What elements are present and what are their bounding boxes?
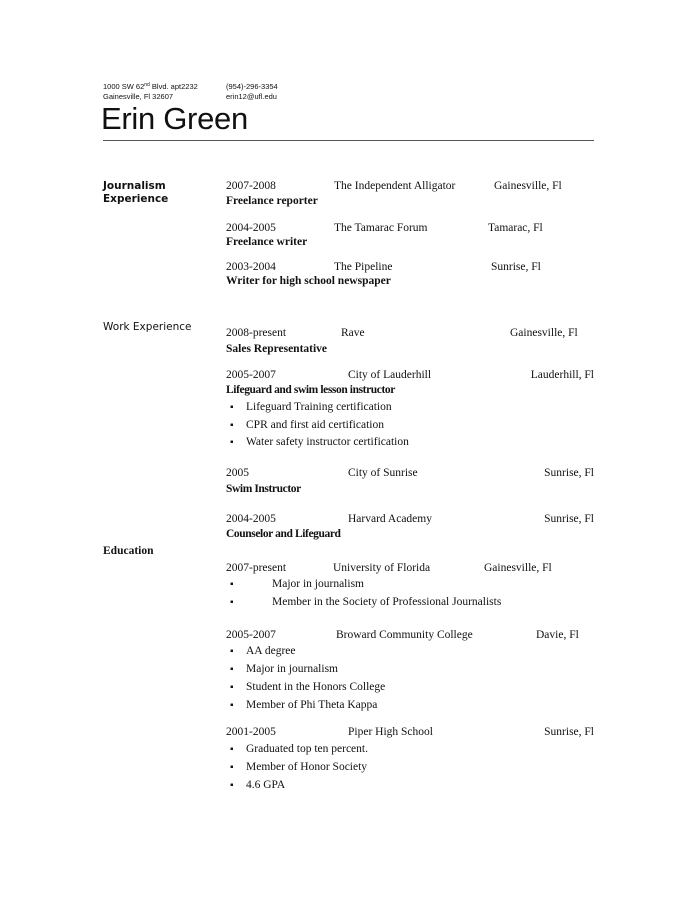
entry-org: Rave — [341, 327, 365, 339]
entry-location: Sunrise, Fl — [491, 261, 541, 273]
entry-dates: 2005 — [226, 467, 249, 479]
section-heading-work: Work Experience — [103, 321, 192, 333]
entry-location: Sunrise, Fl — [544, 726, 594, 738]
entry-org: City of Sunrise — [348, 467, 418, 479]
bullet-item: ▪ Member of Phi Theta Kappa — [246, 699, 377, 712]
entry-title: Freelance writer — [226, 236, 308, 248]
entry-org: Piper High School — [348, 726, 433, 738]
entry-dates: 2004-2005 — [226, 222, 276, 234]
entry-org: City of Lauderhill — [348, 369, 432, 381]
entry-location: Sunrise, Fl — [544, 467, 594, 479]
entry-dates: 2005-2007 — [226, 369, 276, 381]
entry-title: Lifeguard and swim lesson instructor — [226, 384, 395, 396]
bullet-item: ▪ 4.6 GPA — [246, 779, 285, 792]
bullet-item: ▪ Student in the Honors College — [246, 681, 385, 694]
bullet-item: ▪ Water safety instructor certification — [246, 436, 409, 449]
address-line-2: Gainesville, Fl 32607 — [103, 92, 174, 101]
address-unit: Blvd. apt2232 — [149, 82, 198, 91]
address-street: 1000 SW 62 — [103, 82, 145, 91]
entry-org: The Tamarac Forum — [334, 222, 428, 234]
phone: (954)-296-3354 — [226, 82, 278, 91]
bullet-item: ▪ CPR and first aid certification — [246, 419, 384, 432]
entry-org: Broward Community College — [336, 629, 473, 641]
heading-line: Experience — [103, 193, 169, 205]
address-line-1 — [103, 82, 198, 91]
entry-location: Lauderhill, Fl — [530, 369, 594, 381]
entry-title: Swim Instructor — [226, 483, 301, 495]
entry-dates: 2007-2008 — [226, 180, 276, 192]
entry-dates: 2007-present — [226, 562, 287, 574]
entry-dates: 2004-2005 — [226, 513, 276, 525]
section-heading-education: Education — [103, 545, 154, 557]
header-divider — [103, 140, 594, 141]
entry-org: University of Florida — [333, 562, 431, 574]
entry-org: The Pipeline — [334, 261, 393, 273]
entry-dates: 2003-2004 — [226, 261, 276, 273]
entry-org: Harvard Academy — [348, 513, 432, 525]
entry-dates: 2005-2007 — [226, 629, 276, 641]
entry-location: Tamarac, Fl — [488, 222, 543, 234]
address-ordinal: nd — [144, 82, 150, 88]
heading-line: Journalism — [103, 180, 166, 192]
entry-title: Writer for high school newspaper — [226, 275, 391, 287]
entry-title: Freelance reporter — [226, 195, 318, 207]
entry-dates: 2008-present — [226, 327, 287, 339]
bullet-item: ▪ Lifeguard Training certification — [246, 401, 392, 414]
email[interactable]: erin12@ufl.edu — [226, 92, 277, 101]
entry-location: Davie, Fl — [536, 629, 579, 641]
bullet-item: ▪ Major in journalism — [272, 578, 364, 591]
section-heading-journalism — [103, 180, 168, 206]
entry-location: Sunrise, Fl — [544, 513, 594, 525]
entry-location: Gainesville, Fl — [494, 180, 562, 192]
bullet-item: ▪ AA degree — [246, 645, 296, 658]
entry-org: The Independent Alligator — [334, 180, 456, 192]
bullet-item: ▪ Member in the Society of Professional Journalists — [272, 596, 501, 609]
bullet-item: ▪ Major in journalism — [246, 663, 338, 676]
entry-location: Gainesville, Fl — [484, 562, 552, 574]
entry-title: Sales Representative — [226, 343, 328, 355]
bullet-item: ▪ Member of Honor Society — [246, 761, 367, 774]
entry-dates: 2001-2005 — [226, 726, 276, 738]
entry-title: Counselor and Lifeguard — [226, 528, 341, 540]
entry-location: Gainesville, Fl — [510, 327, 578, 339]
bullet-item: ▪ Graduated top ten percent. — [246, 743, 368, 756]
resume-name: Erin Green — [101, 101, 248, 136]
